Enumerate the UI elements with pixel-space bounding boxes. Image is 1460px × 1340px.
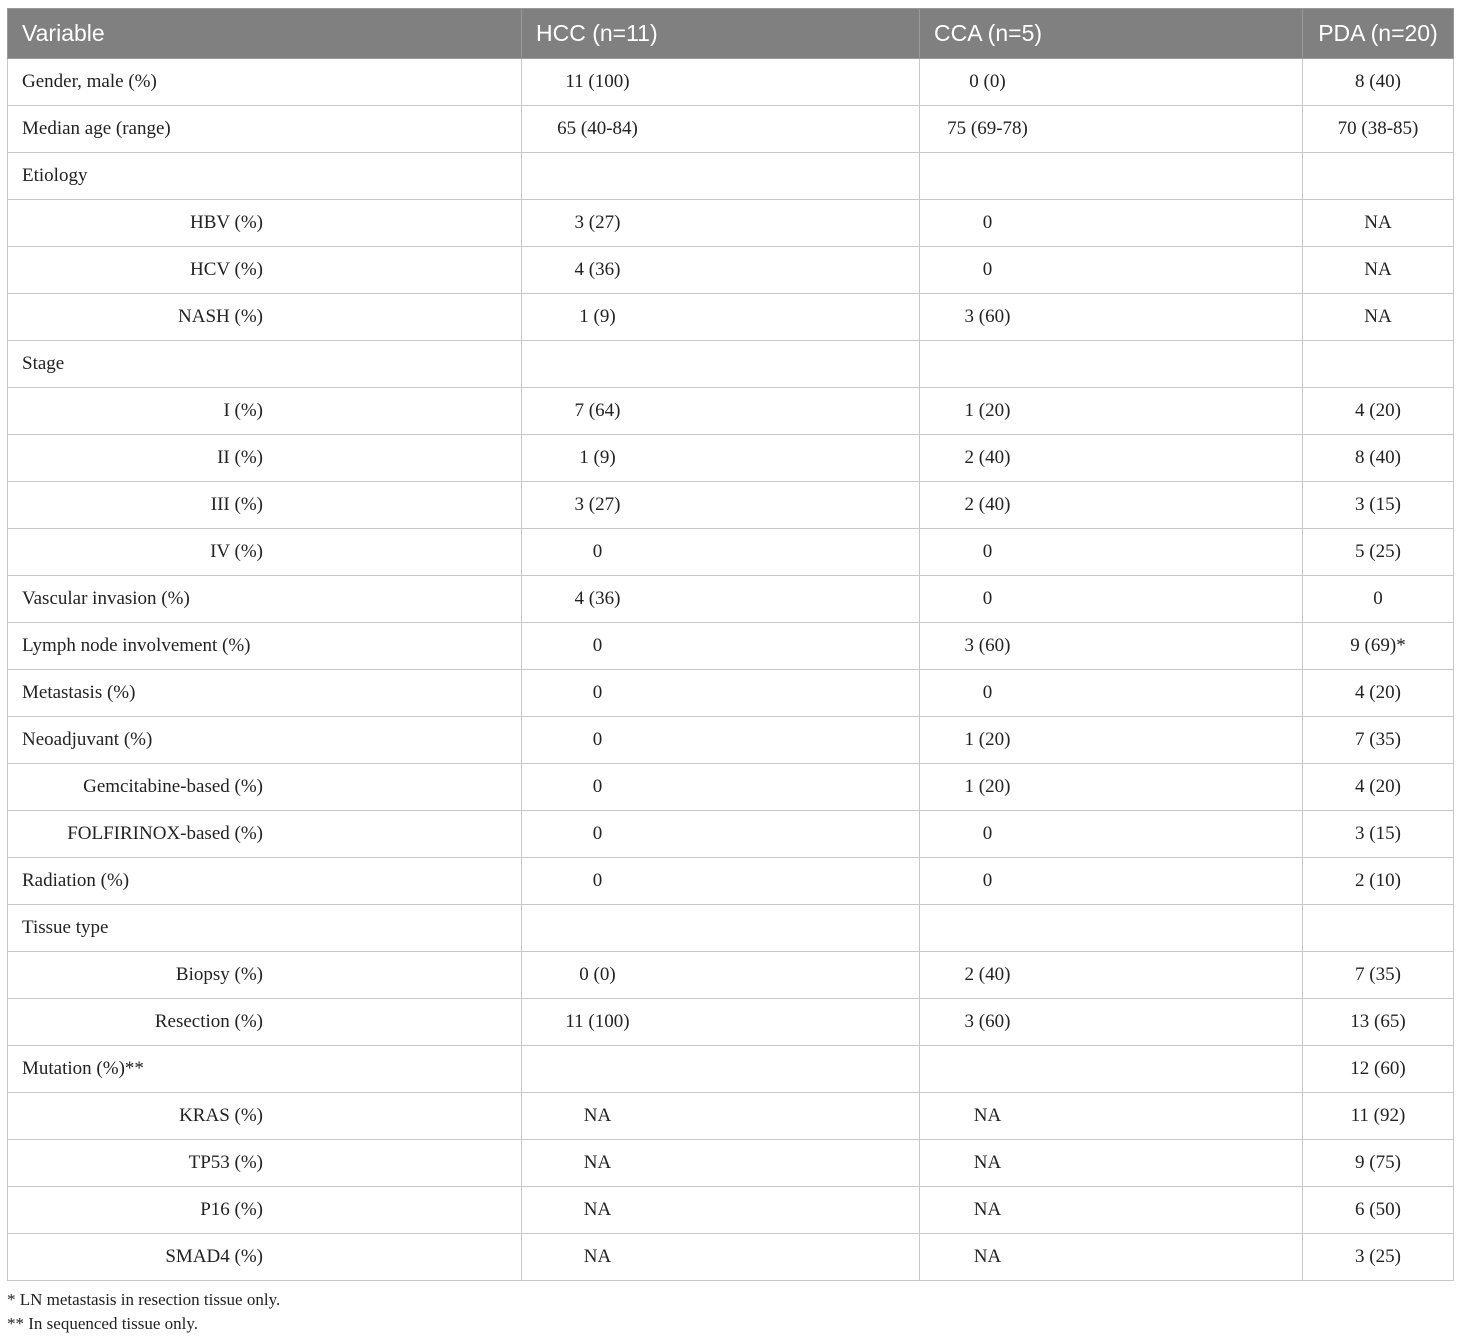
hcc-cell — [522, 764, 920, 811]
row-label-cell — [8, 717, 522, 764]
footnote-sequenced: ** In sequenced tissue only. — [7, 1314, 199, 1333]
hcc-value: 0 — [592, 823, 603, 844]
table-row — [8, 999, 1454, 1046]
hcc-cell — [522, 623, 920, 670]
pda-cell — [1303, 670, 1454, 717]
row-label-cell — [8, 858, 522, 905]
pda-value: 9 (69)* — [1350, 635, 1406, 656]
hcc-value: 7 (64) — [574, 400, 621, 421]
cca-cell — [920, 764, 1303, 811]
row-label-cell — [8, 623, 522, 670]
pda-cell — [1303, 388, 1454, 435]
pda-cell — [1303, 952, 1454, 999]
row-label-cell — [8, 999, 522, 1046]
pda-cell — [1303, 482, 1454, 529]
hcc-cell — [522, 294, 920, 341]
cca-cell — [920, 905, 1303, 952]
hcc-cell — [522, 388, 920, 435]
table-row — [8, 1093, 1454, 1140]
cca-value: 0 — [982, 682, 993, 703]
pda-cell — [1303, 576, 1454, 623]
pda-cell — [1303, 1140, 1454, 1187]
pda-value: 7 (35) — [1355, 729, 1401, 750]
hcc-cell — [522, 811, 920, 858]
cca-cell — [920, 388, 1303, 435]
variable-label: Vascular invasion (%) — [22, 588, 190, 609]
hcc-cell — [522, 858, 920, 905]
table-row — [8, 482, 1454, 529]
pda-value: 9 (75) — [1355, 1152, 1401, 1173]
table-row — [8, 388, 1454, 435]
table-row — [8, 1187, 1454, 1234]
variable-label: Etiology — [22, 165, 88, 186]
row-label-cell — [8, 1046, 522, 1093]
pda-value: 4 (20) — [1355, 400, 1401, 421]
table-row — [8, 294, 1454, 341]
pda-cell — [1303, 294, 1454, 341]
hcc-value: 0 — [592, 541, 603, 562]
pda-value: 7 (35) — [1355, 964, 1401, 985]
footnotes — [7, 1288, 280, 1336]
pda-cell — [1303, 341, 1454, 388]
variable-label: Biopsy (%) — [175, 964, 263, 985]
hcc-cell — [522, 1093, 920, 1140]
hcc-value: NA — [583, 1246, 612, 1267]
table-row — [8, 670, 1454, 717]
variable-label: Gemcitabine-based (%) — [83, 776, 263, 797]
table-row — [8, 59, 1454, 106]
pda-value: NA — [1364, 259, 1392, 280]
hcc-cell — [522, 341, 920, 388]
pda-value: 3 (25) — [1355, 1246, 1401, 1267]
variable-label: Tissue type — [22, 917, 109, 938]
hcc-value: 0 — [592, 635, 603, 656]
hcc-value: NA — [583, 1105, 612, 1126]
pda-cell — [1303, 811, 1454, 858]
row-label-cell — [8, 200, 522, 247]
variable-label: Metastasis (%) — [22, 682, 136, 703]
pda-value: 2 (10) — [1355, 870, 1401, 891]
cca-value: NA — [973, 1105, 1002, 1126]
header-row — [8, 9, 1454, 59]
cca-cell — [920, 576, 1303, 623]
table-row — [8, 717, 1454, 764]
pda-value: 4 (20) — [1355, 776, 1401, 797]
cca-value: 0 — [982, 541, 993, 562]
patient-characteristics-table — [7, 8, 1454, 1281]
variable-label: KRAS (%) — [179, 1105, 263, 1126]
row-label-cell — [8, 59, 522, 106]
cca-cell — [920, 482, 1303, 529]
table-header — [8, 9, 1454, 59]
row-label-cell — [8, 1093, 522, 1140]
hcc-value: 0 — [592, 870, 603, 891]
variable-label: Gender, male (%) — [22, 71, 157, 92]
pda-cell — [1303, 858, 1454, 905]
row-label-cell — [8, 341, 522, 388]
cca-cell — [920, 200, 1303, 247]
pda-cell — [1303, 999, 1454, 1046]
cca-cell — [920, 811, 1303, 858]
cca-value: 2 (40) — [964, 494, 1011, 515]
cca-value: 1 (20) — [964, 776, 1011, 797]
cca-cell — [920, 1046, 1303, 1093]
pda-cell — [1303, 106, 1454, 153]
cca-value: 0 — [982, 259, 993, 280]
cca-cell — [920, 717, 1303, 764]
hcc-value: 0 — [592, 729, 603, 750]
pda-value: 12 (60) — [1350, 1058, 1406, 1079]
row-label-cell — [8, 1234, 522, 1281]
row-label-cell — [8, 905, 522, 952]
variable-label: P16 (%) — [200, 1199, 263, 1220]
row-label-cell — [8, 153, 522, 200]
cca-cell — [920, 341, 1303, 388]
row-label-cell — [8, 388, 522, 435]
table-row — [8, 341, 1454, 388]
cca-value: 0 — [982, 823, 993, 844]
variable-label: SMAD4 (%) — [165, 1246, 263, 1267]
variable-label: Median age (range) — [22, 118, 171, 139]
hcc-value: 65 (40-84) — [557, 118, 638, 139]
pda-value: 3 (15) — [1355, 823, 1401, 844]
hcc-cell — [522, 999, 920, 1046]
hcc-value: 4 (36) — [574, 259, 621, 280]
pda-cell — [1303, 153, 1454, 200]
hcc-cell — [522, 576, 920, 623]
pda-value: 8 (40) — [1355, 71, 1401, 92]
cca-value: 3 (60) — [964, 1011, 1011, 1032]
cca-value: 0 (0) — [969, 71, 1006, 92]
pda-cell — [1303, 1093, 1454, 1140]
cca-cell — [920, 294, 1303, 341]
hcc-value: 0 — [592, 682, 603, 703]
variable-label: FOLFIRINOX-based (%) — [67, 823, 263, 844]
hcc-value: 1 (9) — [579, 447, 616, 468]
row-label-cell — [8, 529, 522, 576]
cca-value: NA — [973, 1246, 1002, 1267]
hcc-cell — [522, 153, 920, 200]
header-variable: Variable — [8, 9, 522, 59]
cca-value: 2 (40) — [964, 447, 1011, 468]
hcc-value: 11 (100) — [565, 71, 630, 92]
hcc-value: 1 (9) — [579, 306, 616, 327]
pda-cell — [1303, 905, 1454, 952]
pda-value: 6 (50) — [1355, 1199, 1401, 1220]
pda-value: 13 (65) — [1350, 1011, 1406, 1032]
variable-label: Lymph node involvement (%) — [22, 635, 251, 656]
cca-value: 75 (69-78) — [947, 118, 1028, 139]
cca-cell — [920, 1140, 1303, 1187]
row-label-cell — [8, 952, 522, 999]
hcc-value: NA — [583, 1199, 612, 1220]
cca-value: 0 — [982, 870, 993, 891]
pda-value: NA — [1364, 306, 1392, 327]
cca-cell — [920, 1093, 1303, 1140]
cca-value: 3 (60) — [964, 635, 1011, 656]
cca-cell — [920, 952, 1303, 999]
row-label-cell — [8, 576, 522, 623]
pda-cell — [1303, 435, 1454, 482]
pda-value: 5 (25) — [1355, 541, 1401, 562]
cca-cell — [920, 435, 1303, 482]
variable-label: Radiation (%) — [22, 870, 130, 891]
cca-value: 3 (60) — [964, 306, 1011, 327]
cca-value: 1 (20) — [964, 400, 1011, 421]
table-body — [8, 59, 1454, 1281]
pda-cell — [1303, 1234, 1454, 1281]
hcc-value: 3 (27) — [574, 494, 621, 515]
table-row — [8, 435, 1454, 482]
cca-cell — [920, 247, 1303, 294]
header-hcc: HCC (n=11) — [522, 9, 920, 59]
header-cca: CCA (n=5) — [920, 9, 1303, 59]
pda-value: 4 (20) — [1355, 682, 1401, 703]
table-row — [8, 1046, 1454, 1093]
table-row — [8, 576, 1454, 623]
hcc-cell — [522, 59, 920, 106]
hcc-cell — [522, 1140, 920, 1187]
pda-value: 8 (40) — [1355, 447, 1401, 468]
cca-value: 0 — [982, 212, 993, 233]
hcc-cell — [522, 1187, 920, 1234]
variable-label: NASH (%) — [178, 306, 263, 327]
row-label-cell — [8, 670, 522, 717]
variable-label: Stage — [22, 353, 65, 374]
cca-cell — [920, 1234, 1303, 1281]
variable-label: I (%) — [223, 400, 263, 421]
variable-label: III (%) — [210, 494, 263, 515]
hcc-cell — [522, 200, 920, 247]
hcc-value: 0 (0) — [579, 964, 616, 985]
row-label-cell — [8, 1140, 522, 1187]
table-row — [8, 1140, 1454, 1187]
variable-label: Neoadjuvant (%) — [22, 729, 153, 750]
cca-cell — [920, 59, 1303, 106]
cca-cell — [920, 999, 1303, 1046]
cca-cell — [920, 858, 1303, 905]
pda-value: NA — [1364, 212, 1392, 233]
cca-cell — [920, 670, 1303, 717]
cca-cell — [920, 529, 1303, 576]
variable-label: Resection (%) — [154, 1011, 263, 1032]
pda-cell — [1303, 247, 1454, 294]
table-row — [8, 952, 1454, 999]
row-label-cell — [8, 811, 522, 858]
pda-value: 11 (92) — [1350, 1105, 1406, 1126]
pda-cell — [1303, 623, 1454, 670]
hcc-cell — [522, 1234, 920, 1281]
pda-cell — [1303, 1187, 1454, 1234]
variable-label: IV (%) — [210, 541, 263, 562]
variable-label: II (%) — [217, 447, 263, 468]
row-label-cell — [8, 435, 522, 482]
hcc-value: 11 (100) — [565, 1011, 630, 1032]
cca-value: 1 (20) — [964, 729, 1011, 750]
table-row — [8, 623, 1454, 670]
cca-cell — [920, 1187, 1303, 1234]
table-row — [8, 858, 1454, 905]
table-row — [8, 905, 1454, 952]
row-label-cell — [8, 764, 522, 811]
table-row — [8, 106, 1454, 153]
pda-value: 0 — [1373, 588, 1383, 609]
hcc-cell — [522, 1046, 920, 1093]
table-row — [8, 153, 1454, 200]
hcc-value: 0 — [592, 776, 603, 797]
pda-cell — [1303, 529, 1454, 576]
hcc-cell — [522, 247, 920, 294]
pda-value: 70 (38-85) — [1337, 118, 1419, 139]
table-row — [8, 811, 1454, 858]
hcc-value: 4 (36) — [574, 588, 621, 609]
hcc-cell — [522, 717, 920, 764]
hcc-cell — [522, 670, 920, 717]
hcc-cell — [522, 952, 920, 999]
row-label-cell — [8, 106, 522, 153]
cca-cell — [920, 623, 1303, 670]
variable-label: TP53 (%) — [188, 1152, 263, 1173]
variable-label: HBV (%) — [189, 212, 263, 233]
row-label-cell — [8, 482, 522, 529]
row-label-cell — [8, 247, 522, 294]
row-label-cell — [8, 294, 522, 341]
hcc-cell — [522, 482, 920, 529]
cca-value: NA — [973, 1199, 1002, 1220]
pda-cell — [1303, 59, 1454, 106]
table-row — [8, 200, 1454, 247]
hcc-cell — [522, 435, 920, 482]
variable-label: HCV (%) — [189, 259, 263, 280]
cca-value: 2 (40) — [964, 964, 1011, 985]
cca-value: NA — [973, 1152, 1002, 1173]
cca-value: 0 — [982, 588, 993, 609]
footnote-ln-metastasis: * LN metastasis in resection tissue only. — [7, 1290, 281, 1309]
variable-label: Mutation (%)** — [22, 1058, 144, 1079]
row-label-cell — [8, 1187, 522, 1234]
pda-cell — [1303, 764, 1454, 811]
hcc-value: NA — [583, 1152, 612, 1173]
pda-cell — [1303, 1046, 1454, 1093]
pda-cell — [1303, 717, 1454, 764]
header-pda: PDA (n=20) — [1303, 9, 1454, 59]
table-row — [8, 529, 1454, 576]
hcc-value: 3 (27) — [574, 212, 621, 233]
cca-cell — [920, 153, 1303, 200]
pda-cell — [1303, 200, 1454, 247]
table-row — [8, 1234, 1454, 1281]
cca-cell — [920, 106, 1303, 153]
table-row — [8, 247, 1454, 294]
table-row — [8, 764, 1454, 811]
pda-value: 3 (15) — [1355, 494, 1401, 515]
hcc-cell — [522, 905, 920, 952]
hcc-cell — [522, 529, 920, 576]
hcc-cell — [522, 106, 920, 153]
